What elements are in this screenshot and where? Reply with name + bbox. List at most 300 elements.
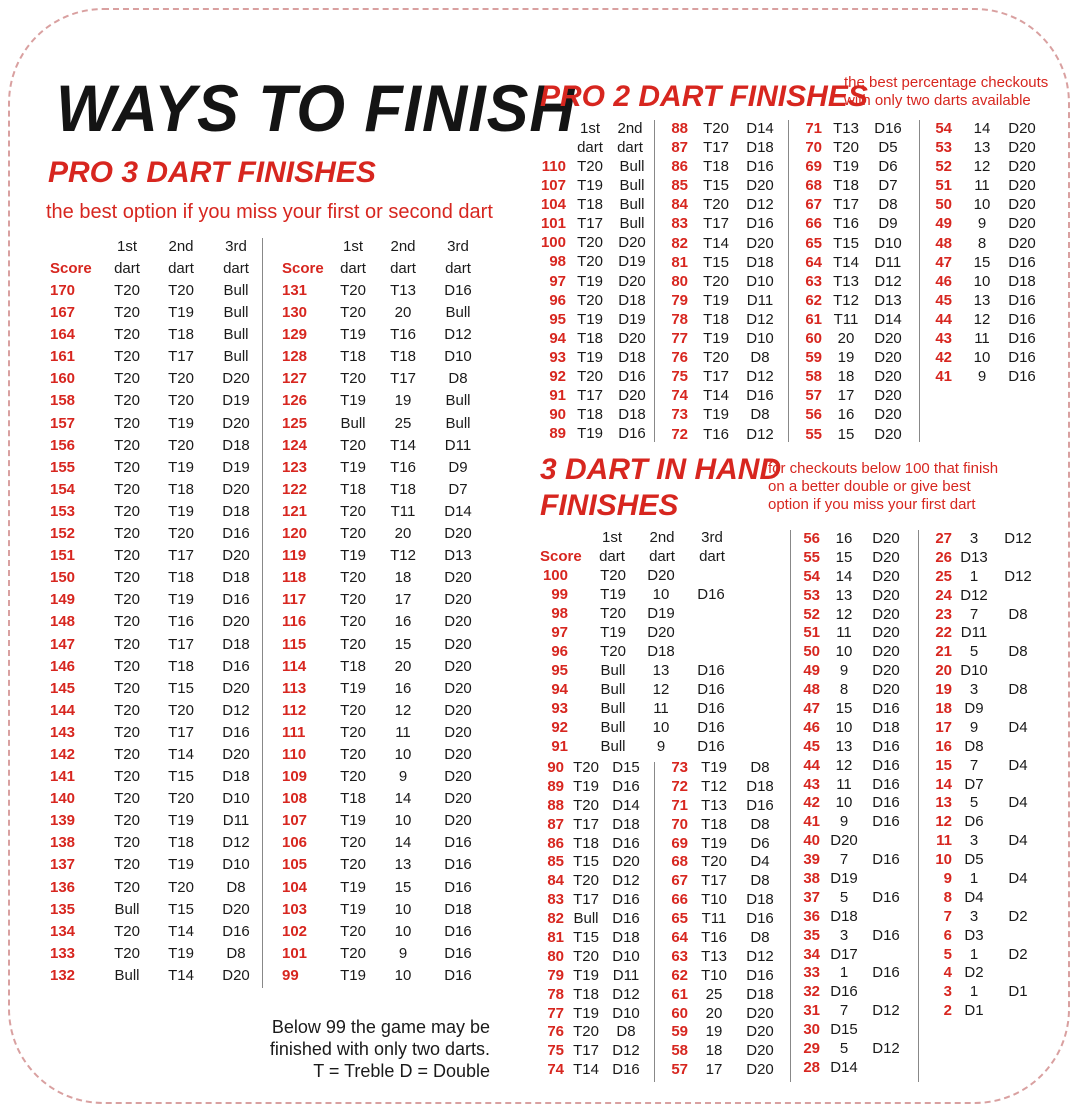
dart1-cell: T10 (701, 966, 727, 984)
dart3-cell: D16 (444, 922, 472, 940)
dart2-cell: D1 (1008, 983, 1028, 1001)
dart3-cell: D16 (222, 525, 250, 543)
dart1-cell: T19 (340, 679, 366, 697)
score-cell: 98 (549, 253, 566, 271)
score-cell: 82 (547, 910, 564, 928)
score-cell: 25 (935, 567, 952, 585)
dart3-cell: Bull (445, 392, 471, 410)
score-cell: 37 (803, 888, 820, 906)
score-cell: 97 (549, 272, 566, 290)
dart2-cell: D16 (746, 796, 774, 814)
dart2-cell: D13 (874, 291, 902, 309)
score-cell: 15 (935, 756, 952, 774)
dart2-cell: T20 (168, 282, 194, 299)
dart1-cell: T17 (703, 368, 729, 386)
dart1-cell: T20 (114, 922, 140, 940)
dart3-cell: D8 (226, 944, 246, 962)
score-cell: 138 (50, 834, 76, 852)
dart1-cell: T19 (577, 425, 603, 443)
dart2-cell: D12 (1004, 567, 1032, 585)
score-cell: 106 (282, 834, 308, 852)
score-cell: 113 (282, 679, 307, 697)
dart3-cell: D20 (222, 900, 250, 918)
dart3-cell: D20 (444, 768, 472, 786)
dart1-cell: T19 (573, 777, 599, 795)
dart2-cell: D20 (618, 387, 646, 405)
dart2-cell: D15 (612, 759, 640, 776)
score-cell: 69 (671, 834, 688, 852)
dart1-cell: T15 (703, 177, 729, 195)
dart2-cell: D16 (874, 120, 902, 137)
dart2-cell: D16 (746, 158, 774, 176)
dart3-cell: D12 (444, 326, 472, 344)
col-header-dart2: 2nd dart (390, 238, 416, 277)
dart1-cell: 9 (839, 662, 849, 680)
dart1-cell: T20 (114, 790, 140, 808)
dart2-cell: D20 (618, 272, 646, 290)
dart3-cell: D16 (697, 586, 725, 603)
dart1-cell: T20 (114, 635, 140, 653)
dart1-cell: T20 (114, 458, 140, 476)
dart2-cell: D10 (612, 947, 640, 965)
dart2-cell: T14 (168, 745, 194, 763)
dart1-cell: T19 (600, 586, 626, 603)
score-cell: 61 (671, 985, 688, 1003)
dart2-cell: D11 (874, 253, 902, 271)
dart3-cell: D20 (444, 790, 472, 808)
dart1-cell: T20 (114, 348, 140, 366)
score-cell: 152 (50, 525, 76, 543)
score-cell: 47 (935, 253, 952, 271)
dart3-cell: D16 (444, 282, 472, 299)
dart1-cell: 20 (705, 1004, 723, 1022)
dart2-cell: D11 (746, 291, 774, 309)
dart3-cell: D20 (444, 525, 472, 543)
dart2-cell: D2 (1008, 907, 1028, 925)
dart1-cell: T19 (577, 272, 603, 290)
dart2-cell: Bull (619, 196, 645, 214)
score-cell: 98 (551, 605, 568, 622)
dart1-cell: T19 (703, 330, 729, 348)
dart2-cell: T17 (168, 547, 194, 565)
dart2-cell: D16 (872, 775, 900, 793)
dart1-cell: T19 (577, 348, 603, 366)
dart3-cell: D16 (222, 723, 250, 741)
score-cell: 99 (282, 966, 299, 984)
score-cell: 91 (551, 738, 568, 755)
dart3-cell: D7 (448, 480, 468, 498)
dart2-cell: 9 (656, 738, 666, 755)
score-cell: 100 (542, 567, 568, 584)
score-cell: 24 (935, 586, 952, 604)
dart2-cell: D20 (746, 1042, 774, 1060)
dart1-cell: T19 (340, 326, 366, 344)
dart2-cell: D20 (872, 605, 900, 623)
score-cell: 58 (671, 1042, 688, 1060)
score-cell: 95 (551, 662, 568, 679)
dart2-cell: T14 (168, 966, 194, 984)
score-cell: 101 (540, 215, 566, 233)
dart2-cell: T20 (168, 370, 194, 388)
score-cell: 103 (282, 900, 308, 918)
score-cell: 77 (547, 1004, 564, 1022)
dart3-cell: Bull (223, 282, 249, 299)
dart3-cell: D16 (697, 719, 725, 736)
dart2-cell: 20 (394, 657, 412, 675)
dart2-cell: D9 (878, 215, 898, 233)
dart1-cell: T20 (114, 414, 140, 432)
score-cell: 47 (803, 700, 820, 718)
dart2-cell: D20 (618, 234, 646, 252)
score-cell: 65 (671, 910, 688, 928)
dart2-cell: 18 (394, 569, 412, 587)
dart2-cell: D16 (746, 215, 774, 233)
score-cell: 107 (540, 177, 566, 195)
score-cell: 82 (671, 234, 688, 252)
dart2-cell: D8 (750, 406, 770, 424)
dart1-cell: T17 (573, 891, 599, 909)
pro3-heading: PRO 3 DART FINISHES (48, 156, 376, 189)
score-cell: 90 (547, 759, 564, 776)
score-cell: 143 (50, 723, 76, 741)
score-cell: 107 (282, 812, 308, 830)
score-cell: 58 (805, 368, 822, 386)
score-cell: 43 (803, 775, 820, 793)
dart1-cell: Bull (600, 719, 626, 736)
score-cell: 33 (803, 964, 820, 982)
score-cell: 148 (50, 613, 76, 631)
dart2-cell: D18 (746, 985, 774, 1003)
inhand-subtitle (768, 460, 998, 514)
dart1-cell: T20 (114, 768, 140, 786)
dart1-cell: T17 (833, 196, 859, 214)
score-cell: 12 (935, 813, 952, 831)
dart1-cell: 13 (835, 586, 853, 604)
dart1-cell: T14 (833, 253, 859, 271)
score-cell: 115 (282, 635, 307, 653)
score-cell: 63 (805, 272, 822, 290)
dart2-cell: T20 (168, 436, 194, 454)
score-cell: 147 (50, 635, 76, 653)
dart1-cell: 5 (839, 1040, 849, 1058)
score-cell: 17 (935, 718, 952, 736)
dart2-cell: D20 (746, 1023, 774, 1041)
dart1-cell: D12 (960, 586, 988, 604)
score-cell: 9 (943, 870, 952, 888)
dart2-cell: 12 (394, 701, 412, 719)
dart1-cell: T15 (703, 253, 729, 271)
dart1-cell: 12 (835, 756, 853, 774)
dart1-cell: 14 (835, 567, 853, 585)
score-cell: 167 (50, 304, 76, 322)
col-header-dart3: 3rd dart (445, 238, 471, 277)
dart1-cell: Bull (340, 414, 366, 432)
dart1-cell: T20 (703, 120, 729, 137)
dart1-cell: T17 (573, 1042, 599, 1060)
score-cell: 72 (671, 777, 688, 795)
col-header-dart2: 2nd dart (617, 120, 643, 156)
dart1-cell: 10 (835, 794, 853, 812)
score-cell: 84 (547, 872, 564, 890)
dart1-cell: 1 (969, 983, 979, 1001)
dart1-cell: 10 (973, 272, 991, 290)
dart2-cell: D16 (746, 387, 774, 405)
score-cell: 75 (671, 368, 688, 386)
dart2-cell: T17 (168, 348, 194, 366)
score-cell: 129 (282, 326, 308, 344)
inhand-divider-3 (918, 530, 919, 1082)
dart3-cell: D20 (444, 701, 472, 719)
dart1-cell: T20 (114, 480, 140, 498)
score-cell: 170 (50, 282, 76, 299)
dart2-cell: T19 (168, 414, 194, 432)
dart1-cell: 1 (969, 945, 979, 963)
dart3-cell: D12 (222, 701, 250, 719)
dart2-cell: D4 (1008, 794, 1028, 812)
score-cell: 42 (803, 794, 820, 812)
dart1-cell: 14 (973, 120, 991, 137)
dart1-cell: T18 (340, 480, 366, 498)
col-header-score: Score (540, 548, 582, 565)
dart1-cell: T20 (573, 1023, 599, 1041)
dart1-cell: T20 (114, 856, 140, 874)
score-cell: 92 (549, 368, 566, 386)
dart2-cell: D8 (1008, 681, 1028, 699)
dart1-cell: Bull (600, 681, 626, 698)
dart1-cell: D4 (964, 888, 984, 906)
dart1-cell: T18 (577, 196, 603, 214)
dart3-cell: D10 (444, 348, 472, 366)
dart1-cell: D5 (964, 851, 984, 869)
dart2-cell: D20 (872, 643, 900, 661)
col-header-dart1: 1st dart (340, 238, 366, 277)
dart3-cell: D20 (444, 745, 472, 763)
dart2-cell: 13 (394, 856, 412, 874)
score-cell: 72 (671, 425, 688, 443)
dart2-cell: D16 (872, 851, 900, 869)
score-cell: 71 (805, 120, 822, 137)
dart2-cell: T15 (168, 900, 194, 918)
dart2-cell: T16 (390, 458, 416, 476)
dart2-cell: T16 (390, 326, 416, 344)
dart2-cell: D20 (647, 624, 675, 641)
score-cell: 85 (671, 177, 688, 195)
score-cell: 89 (549, 425, 566, 443)
score-cell: 101 (282, 944, 308, 962)
dart1-cell: T16 (703, 425, 729, 443)
score-cell: 35 (803, 926, 820, 944)
score-cell: 11 (936, 832, 952, 850)
score-cell: 108 (282, 790, 308, 808)
dart1-cell: T20 (114, 370, 140, 388)
dart2-cell: T18 (390, 348, 416, 366)
dart2-cell: D16 (1008, 310, 1036, 328)
score-cell: 76 (671, 349, 688, 367)
dart1-cell: T18 (701, 815, 727, 833)
inhand-divider-2 (790, 530, 791, 1082)
inhand-subtitle-line: on a better double or give best (768, 478, 971, 495)
score-cell: 49 (803, 662, 820, 680)
score-cell: 67 (671, 872, 688, 890)
dart2-cell: D16 (746, 966, 774, 984)
dart2-cell: D18 (872, 718, 900, 736)
score-cell: 134 (50, 922, 76, 940)
score-cell: 42 (935, 349, 952, 367)
score-cell: 59 (671, 1023, 688, 1041)
dart1-cell: T14 (703, 387, 729, 405)
dart1-cell: T20 (340, 304, 366, 322)
dart1-cell: T13 (701, 796, 727, 814)
score-cell: 67 (805, 196, 822, 214)
dart1-cell: T18 (573, 834, 599, 852)
score-cell: 76 (547, 1023, 564, 1041)
score-cell: 164 (50, 326, 76, 344)
dart1-cell: T18 (577, 406, 603, 424)
pro2-subtitle-line: with only two darts available (844, 92, 1031, 109)
dart2-cell: D16 (612, 777, 640, 795)
dart1-cell: T18 (577, 329, 603, 347)
dart1-cell: T19 (340, 392, 366, 410)
dart1-cell: D13 (960, 548, 988, 566)
dart3-cell: D20 (444, 569, 472, 587)
inhand-divider-1 (654, 762, 655, 1082)
score-cell: 104 (540, 196, 566, 214)
score-cell: 75 (547, 1042, 564, 1060)
dart2-cell: D18 (746, 891, 774, 909)
dart2-cell: D20 (872, 530, 900, 547)
score-cell: 68 (671, 853, 688, 871)
dart1-cell: T17 (703, 139, 729, 157)
score-cell: 6 (943, 926, 952, 944)
dart3-cell: D8 (448, 370, 468, 388)
score-cell: 125 (282, 414, 308, 432)
dart2-cell: D16 (612, 910, 640, 928)
dart1-cell: T20 (340, 436, 366, 454)
dart3-cell: Bull (445, 304, 471, 322)
dart3-cell: D20 (444, 723, 472, 741)
score-cell: 52 (935, 158, 952, 176)
score-cell: 84 (671, 196, 688, 214)
dart1-cell: T20 (114, 812, 140, 830)
dart1-cell: T14 (573, 1061, 599, 1079)
dart2-cell: D18 (618, 348, 646, 366)
dart3-cell: D20 (444, 635, 472, 653)
dart3-cell: D16 (444, 878, 472, 896)
dart2-cell: D12 (872, 1002, 900, 1020)
dart1-cell: T19 (577, 310, 603, 328)
dart2-cell: 20 (394, 525, 412, 543)
dart2-cell: T20 (168, 701, 194, 719)
score-cell: 139 (50, 812, 76, 830)
score-cell: 158 (50, 392, 76, 410)
dart1-cell: D8 (964, 737, 984, 755)
dart2-cell: 10 (652, 586, 670, 603)
dart2-cell: D20 (872, 567, 900, 585)
dart1-cell: T13 (833, 120, 859, 137)
score-cell: 31 (803, 1002, 820, 1020)
score-cell: 16 (935, 737, 952, 755)
dart1-cell: T20 (573, 947, 599, 965)
dart1-cell: 8 (839, 681, 849, 699)
dart2-cell: T18 (168, 569, 194, 587)
dart3-cell: D20 (444, 812, 472, 830)
dart2-cell: T16 (168, 613, 194, 631)
dart2-cell: D18 (618, 291, 646, 309)
dart2-cell: T19 (168, 591, 194, 609)
dart3-cell: D20 (222, 679, 250, 697)
dart2-cell: D20 (1008, 158, 1036, 176)
dart2-cell: D20 (612, 853, 640, 871)
dart3-cell: D20 (222, 480, 250, 498)
score-cell: 161 (50, 348, 76, 366)
dart1-cell: T18 (340, 790, 366, 808)
dart2-cell: D12 (872, 1040, 900, 1058)
score-cell: 133 (50, 944, 76, 962)
score-cell: 99 (551, 586, 568, 603)
dart2-cell: D12 (874, 272, 902, 290)
dart1-cell: T20 (573, 759, 599, 776)
dart1-cell: 3 (969, 907, 979, 925)
dart2-cell: D6 (750, 834, 770, 852)
dart1-cell: T17 (573, 815, 599, 833)
col-header-dart2: 2nd dart (649, 529, 675, 565)
dart2-cell: D20 (1008, 139, 1036, 157)
dart2-cell: 20 (394, 304, 412, 322)
dart2-cell: D16 (1008, 368, 1036, 386)
dart2-cell: Bull (619, 177, 645, 195)
score-cell: 28 (803, 1058, 820, 1076)
col-header-dart3: 3rd dart (223, 238, 249, 277)
dart2-cell: D20 (746, 1004, 774, 1022)
score-cell: 136 (50, 878, 76, 896)
dart1-cell: T20 (703, 196, 729, 214)
dart3-cell: D20 (222, 414, 250, 432)
dart1-cell: Bull (600, 738, 626, 755)
dart1-cell: T20 (114, 502, 140, 520)
dart2-cell: T14 (168, 922, 194, 940)
score-cell: 95 (549, 310, 566, 328)
dart2-cell: 25 (394, 414, 412, 432)
dart1-cell: 12 (973, 310, 991, 328)
dart2-cell: D12 (612, 872, 640, 890)
dart2-cell: D20 (746, 177, 774, 195)
dart2-cell: T20 (168, 878, 194, 896)
dart1-cell: T20 (577, 158, 603, 175)
dart2-cell: T18 (168, 480, 194, 498)
dart2-cell: D12 (746, 310, 774, 328)
dart2-cell: 13 (652, 662, 670, 679)
score-cell: 104 (282, 878, 308, 896)
dart1-cell: D10 (960, 662, 988, 680)
score-cell: 60 (671, 1004, 688, 1022)
dart2-cell: T20 (168, 525, 194, 543)
dart2-cell: T19 (168, 812, 194, 830)
col-header-dart1: 1st dart (599, 529, 625, 565)
dart1-cell: T20 (600, 567, 626, 584)
dart2-cell: 14 (394, 790, 412, 808)
dart2-cell: D20 (1008, 177, 1036, 195)
dart1-cell: T20 (114, 723, 140, 741)
dart1-cell: T20 (340, 856, 366, 874)
score-cell: 120 (282, 525, 308, 543)
score-cell: 22 (935, 624, 952, 642)
score-cell: 155 (50, 458, 76, 476)
score-cell: 157 (50, 414, 76, 432)
dart3-cell: D9 (448, 458, 468, 476)
score-cell: 30 (803, 1021, 820, 1039)
dart2-cell: 15 (394, 878, 412, 896)
dart2-cell: D12 (746, 425, 774, 443)
